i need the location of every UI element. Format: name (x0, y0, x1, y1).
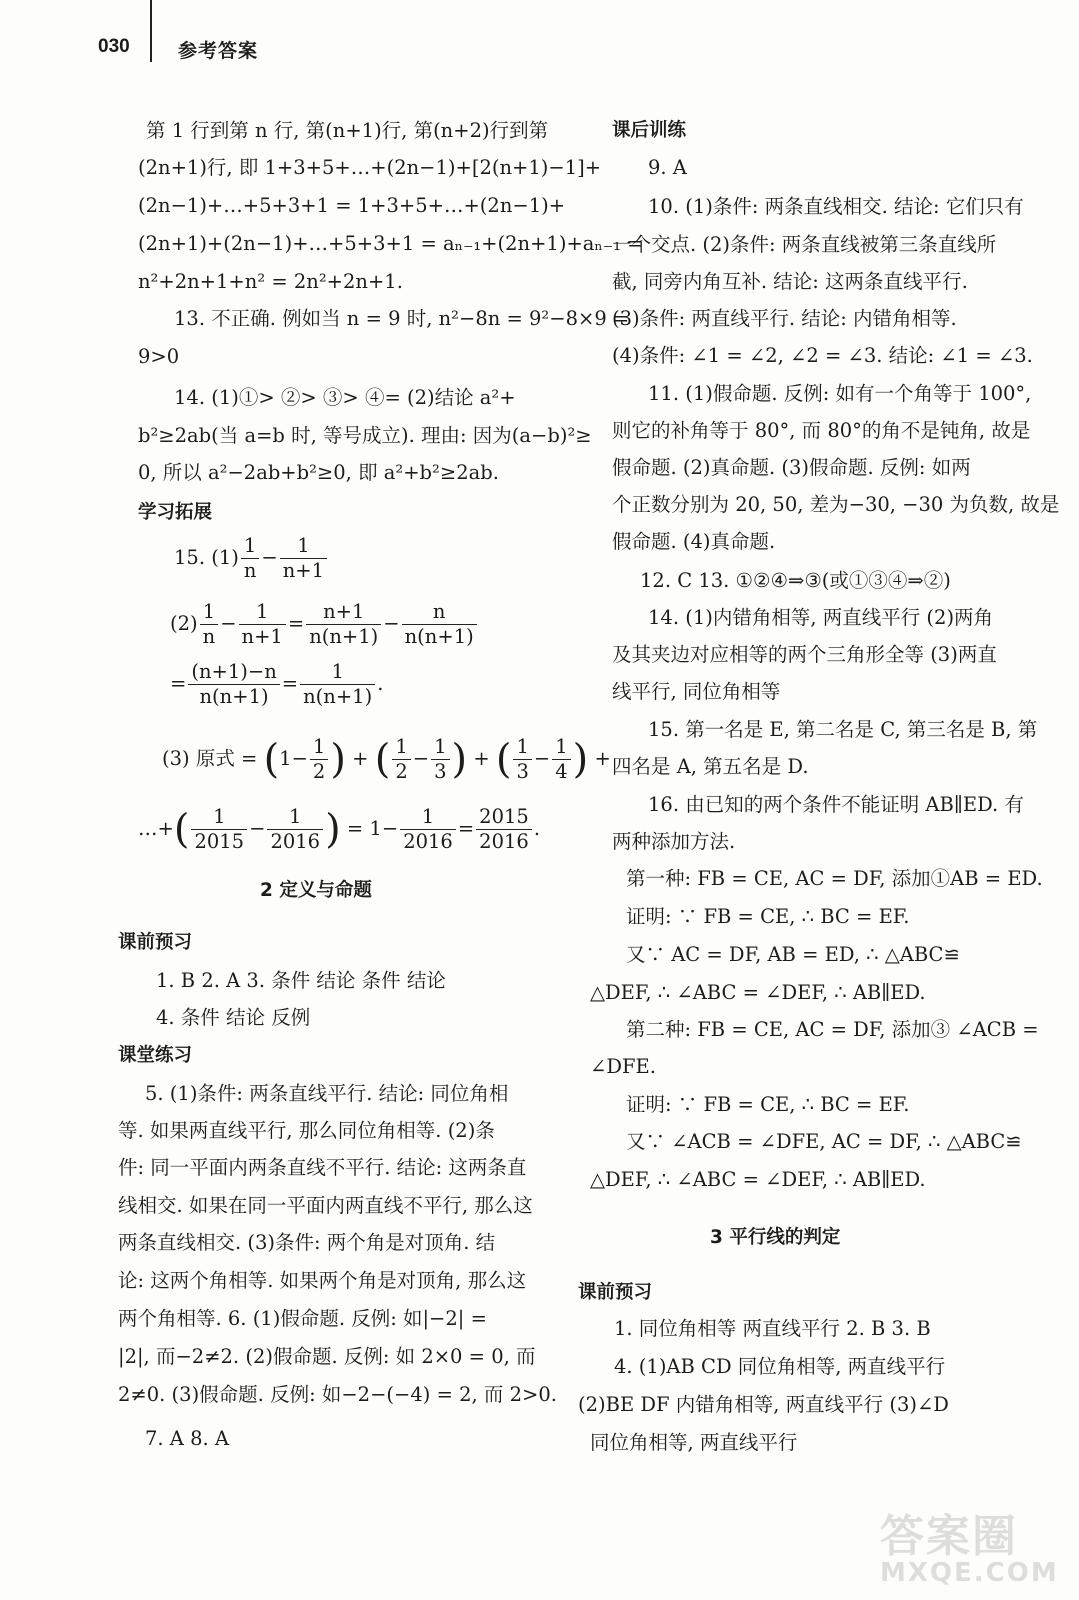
text-line: 等. 如果两直线平行, 那么同位角相等. (2)条 (118, 1119, 495, 1142)
numerator: 1 (310, 735, 328, 760)
text-line: (3)条件: 两直线平行. 结论: 内错角相等. (612, 307, 957, 330)
fraction (191, 805, 247, 854)
numerator: 1 (431, 735, 449, 760)
formula-15-3b (138, 805, 540, 854)
operator: . (377, 672, 384, 695)
text-line: 4. 条件 结论 反例 (156, 1006, 311, 1029)
numerator: 1 (191, 805, 247, 830)
text-line: 第二种: FB = CE, AC = DF, 添加③ ∠ACB = (626, 1018, 1039, 1041)
numerator: 1 (400, 805, 456, 830)
denominator: 3 (434, 760, 447, 783)
numerator: 1 (239, 600, 286, 625)
fraction (267, 805, 323, 854)
text-line: (2)BE DF 内错角相等, 两直线平行 (3)∠D (578, 1393, 949, 1416)
numerator: 1 (392, 735, 410, 760)
operator: + (594, 747, 611, 770)
text-line: 15. 第一名是 E, 第二名是 C, 第三名是 B, 第 (648, 718, 1038, 741)
operator: . (533, 817, 541, 840)
text-line: 截, 同旁内角互补. 结论: 这两条直线平行. (612, 270, 968, 293)
text-line: |2|, 而−2≠2. (2)假命题. 反例: 如 2×0 = 0, 而 (118, 1345, 536, 1368)
text-line: 第 1 行到第 n 行, 第(n+1)行, 第(n+2)行到第 (146, 119, 549, 142)
paren: ) (451, 736, 468, 783)
numerator: 1 (267, 805, 323, 830)
fraction (400, 805, 456, 854)
text-line: △DEF, ∴ ∠ABC = ∠DEF, ∴ AB∥ED. (590, 1168, 926, 1191)
text-line: (2n+1)行, 即 1+3+5+…+(2n−1)+[2(n+1)−1]+ (138, 156, 602, 179)
text-line: b²≥2ab(当 a=b 时, 等号成立). 理由: 因为(a−b)²≥ (138, 424, 592, 447)
text-line: 同位角相等, 两直线平行 (590, 1431, 798, 1454)
fraction (306, 600, 381, 649)
operator: + (352, 747, 369, 770)
paren: ) (572, 736, 589, 783)
denominator: 4 (555, 760, 568, 783)
operator: − (249, 817, 266, 840)
numerator: 1 (300, 660, 375, 685)
operator: + (473, 747, 490, 770)
section-heading: 3 平行线的判定 (710, 1227, 841, 1248)
numerator: 1 (280, 534, 327, 559)
term: 1− (279, 747, 308, 770)
text-line: 14. (1)内错角相等, 两直线平行 (2)两角 (648, 606, 994, 629)
text-line: 13. 不正确. 例如当 n = 9 时, n²−8n = 9²−8×9 = (174, 307, 630, 330)
section-heading: 2 定义与命题 (260, 880, 372, 901)
numerator: n+1 (306, 600, 381, 625)
fraction (239, 600, 286, 649)
denominator: n(n+1) (309, 625, 379, 648)
fraction (280, 534, 327, 583)
formula-15-3 (162, 735, 611, 784)
operator: = (170, 672, 187, 695)
operator: − (533, 747, 551, 770)
text-line: 4. (1)AB CD 同位角相等, 两直线平行 (614, 1355, 946, 1378)
numerator: 1 (513, 735, 531, 760)
text-line: 假命题. (4)真命题. (612, 530, 776, 553)
text-line: 9. A (648, 156, 687, 179)
text-line: 9>0 (138, 345, 180, 368)
fraction (476, 805, 532, 854)
text-line: 10. (1)条件: 两条直线相交. 结论: 它们只有 (648, 195, 1024, 218)
text-line: ∠DFE. (590, 1055, 656, 1078)
numerator: 1 (552, 735, 570, 760)
term: = 1− (346, 817, 399, 840)
formula-prefix: (2) (170, 612, 198, 635)
text-line: 11. (1)假命题. 反例: 如有一个角等于 100°, (648, 382, 1032, 405)
text-line: 两种添加方法. (612, 830, 736, 853)
text-line: 两个角相等. 6. (1)假命题. 反例: 如|−2| = (118, 1307, 487, 1330)
text-line: n²+2n+1+n² = 2n²+2n+1. (138, 270, 403, 293)
subsection-heading: 课堂练习 (118, 1045, 193, 1066)
denominator: n (243, 559, 257, 582)
operator: − (261, 546, 278, 569)
fraction (552, 735, 570, 784)
text-line: 两条直线相交. (3)条件: 两个角是对顶角. 结 (118, 1231, 496, 1254)
watermark-logo (880, 1500, 1059, 1590)
text-line: (2n−1)+…+5+3+1 = 1+3+5+…+(2n−1)+ (138, 194, 566, 217)
formula-prefix: (3) 原式 = (162, 747, 258, 770)
denominator: 2016 (403, 830, 453, 853)
numerator: (n+1)−n (188, 660, 279, 685)
text-line: 假命题. (2)真命题. (3)假命题. 反例: 如两 (612, 456, 971, 479)
operator: = (281, 672, 299, 695)
text-line: 5. (1)条件: 两条直线平行. 结论: 同位角相 (145, 1082, 509, 1105)
text-line: 14. (1)①> ②> ③> ④= (2)结论 a²+ (174, 386, 516, 409)
text-line: 2≠0. (3)假命题. 反例: 如−2−(−4) = 2, 而 2>0. (118, 1383, 557, 1406)
formula-15-2b (170, 660, 383, 709)
page-header-title: 参考答案 (178, 40, 259, 62)
fraction (392, 735, 410, 784)
paren: ( (374, 736, 391, 783)
text-line: △DEF, ∴ ∠ABC = ∠DEF, ∴ AB∥ED. (590, 981, 926, 1004)
fraction (513, 735, 531, 784)
fraction (431, 735, 449, 784)
text-line: 证明: ∵ FB = CE, ∴ BC = EF. (626, 1093, 910, 1116)
denominator: n(n+1) (303, 685, 373, 708)
denominator: 2016 (479, 830, 529, 853)
formula-15-1 (174, 534, 329, 583)
fraction (241, 534, 260, 583)
paren: ( (263, 736, 280, 783)
text-line: 16. 由已知的两个条件不能证明 AB∥ED. 有 (648, 793, 1024, 816)
text-line: 线相交. 如果在同一平面内两直线不平行, 那么这 (118, 1194, 533, 1217)
text-line: (2n+1)+(2n−1)+…+5+3+1 = aₙ₋₁+(2n+1)+aₙ₋₁ = (138, 232, 644, 255)
numerator: 1 (200, 600, 219, 625)
operator: = (457, 817, 475, 840)
denominator: n(n+1) (404, 625, 474, 648)
operator: − (412, 747, 430, 770)
watermark-text: 答案圈 (880, 1511, 1018, 1562)
denominator: n (202, 625, 216, 648)
text-line: 则它的补角等于 80°, 而 80°的角不是钝角, 故是 (612, 419, 1031, 442)
fraction (310, 735, 328, 784)
operator: − (383, 612, 400, 635)
text-line: (4)条件: ∠1 = ∠2, ∠2 = ∠3. 结论: ∠1 = ∠3. (612, 344, 1033, 367)
text-line: 及其夹边对应相等的两个三角形全等 (3)两直 (612, 643, 997, 666)
header-divider (150, 0, 152, 62)
fraction (300, 660, 375, 709)
subsection-heading: 课前预习 (578, 1282, 653, 1303)
text-line: 一个交点. (2)条件: 两条直线被第三条直线所 (612, 233, 997, 256)
formula-15-2 (170, 600, 479, 649)
text-line: 又∵ ∠ACB = ∠DFE, AC = DF, ∴ △ABC≌ (626, 1130, 1022, 1153)
term: …+ (138, 817, 174, 840)
subsection-heading: 学习拓展 (138, 502, 213, 523)
numerator: 2015 (476, 805, 532, 830)
denominator: 3 (516, 760, 529, 783)
text-line: 证明: ∵ FB = CE, ∴ BC = EF. (626, 905, 910, 928)
text-line: 7. A 8. A (145, 1427, 229, 1450)
subsection-heading: 课前预习 (118, 932, 193, 953)
text-line: 1. 同位角相等 两直线平行 2. B 3. B (614, 1317, 931, 1340)
operator: = (287, 612, 305, 635)
denominator: 2 (312, 760, 326, 783)
fraction (402, 600, 477, 649)
denominator: n+1 (241, 625, 283, 648)
denominator: n+1 (282, 559, 325, 582)
subsection-heading: 课后训练 (612, 120, 687, 141)
paren: ) (325, 806, 341, 853)
paren: ) (330, 736, 346, 783)
page-number: 030 (98, 36, 130, 57)
text-line: 0, 所以 a²−2ab+b²≥0, 即 a²+b²≥2ab. (138, 461, 499, 484)
text-line: 第一种: FB = CE, AC = DF, 添加①AB = ED. (626, 867, 1043, 890)
text-line: 个正数分别为 20, 50, 差为−30, −30 为负数, 故是 (612, 493, 1060, 516)
formula-prefix: 15. (1) (174, 546, 239, 569)
numerator: n (402, 600, 477, 625)
fraction (200, 600, 219, 649)
denominator: n(n+1) (199, 685, 269, 708)
text-line: 论: 这两个角相等. 如果两个角是对顶角, 那么这 (118, 1269, 527, 1292)
text-line: 12. C 13. ①②④⇒③(或①③④⇒②) (640, 569, 951, 592)
text-line: 四名是 A, 第五名是 D. (612, 755, 809, 778)
fraction (188, 660, 279, 709)
denominator: 2015 (194, 830, 245, 853)
text-line: 件: 同一平面内两条直线不平行. 结论: 这两条直 (118, 1156, 527, 1179)
paren: ( (173, 806, 190, 853)
denominator: 2016 (270, 830, 321, 853)
denominator: 2 (395, 760, 408, 783)
watermark-url: MXQE.COM (880, 1558, 1059, 1588)
text-line: 线平行, 同位角相等 (612, 680, 781, 703)
text-line: 1. B 2. A 3. 条件 结论 条件 结论 (156, 969, 446, 992)
operator: − (220, 612, 237, 635)
paren: ( (495, 736, 512, 783)
text-line: 又∵ AC = DF, AB = ED, ∴ △ABC≌ (626, 943, 960, 966)
numerator: 1 (241, 534, 260, 559)
